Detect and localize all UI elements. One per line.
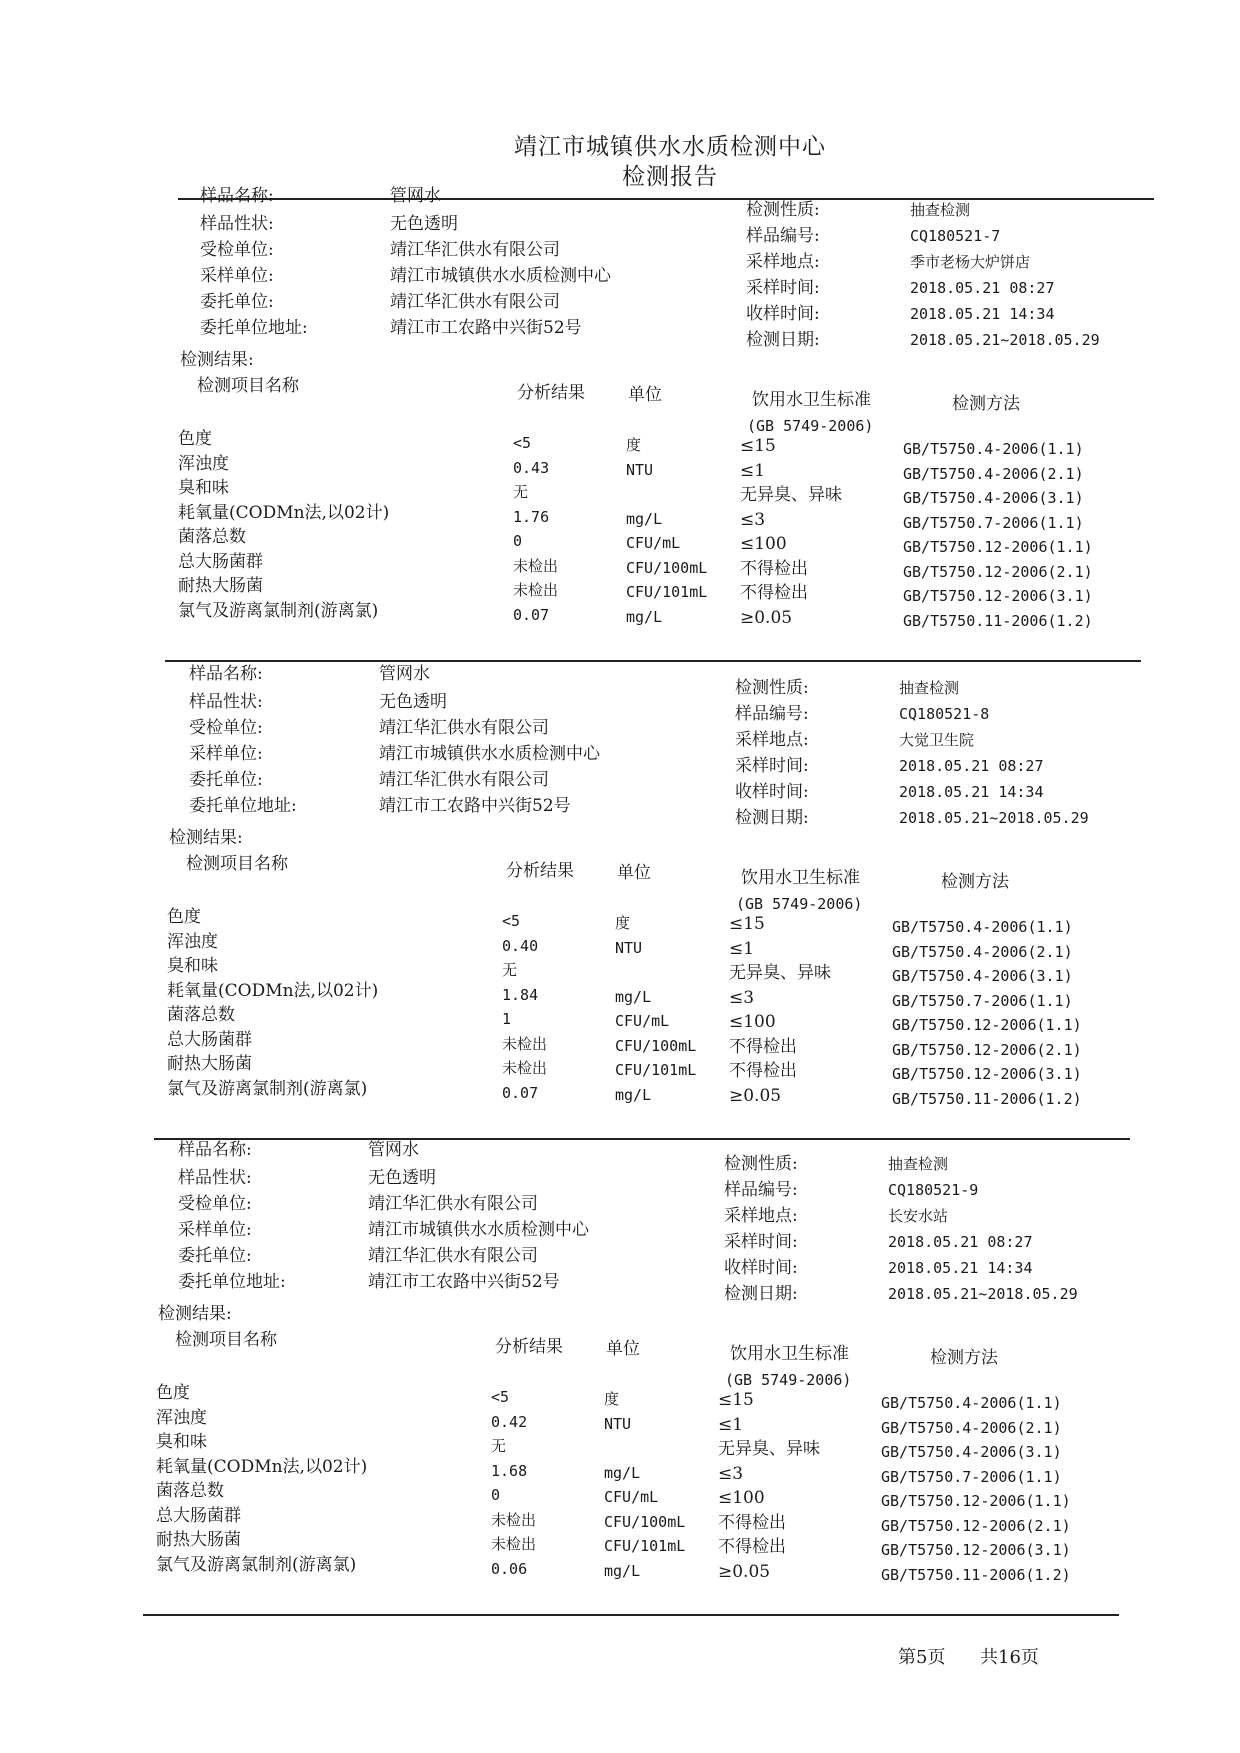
sample-2-item-codmn-method: GB/T5750.7-2006(1.1) [892,991,1073,1010]
sample-1-item-chlorine-method: GB/T5750.11-2006(1.2) [903,611,1093,630]
sample-1-col-standard-code: (GB 5749-2006) [747,417,874,435]
sample-1-item-chlorine-name: 氯气及游离氯制剂(游离氯) [178,600,379,621]
sample-2-item-turbidity-name: 浑浊度 [167,931,218,952]
sample-1-name-value: 管网水 [390,186,441,206]
sample-2-col-method-header: 检测方法 [941,872,1009,892]
sample-2-col-standard-header: 饮用水卫生标准 [741,868,860,888]
sample-1-item-coliform-unit: CFU/100mL [626,558,708,577]
sample-3-sample-name-label: 样品名称: [178,1140,252,1160]
sample-2-col-item-header: 检测项目名称 [186,854,288,874]
sample-3-receiving-time-label: 收样时间: [724,1258,798,1278]
sample-3-test-nature-value: 抽查检测 [888,1155,949,1173]
sample-3-item-coliform-standard: 不得检出 [718,1512,786,1533]
sample-3-col-unit-header: 单位 [606,1339,640,1359]
sample-1-state-value: 无色透明 [390,214,458,234]
sample-2-item-odor-name: 臭和味 [167,956,218,976]
sample-3-item-thermo-coliform-result: 未检出 [491,1535,537,1553]
sample-3-item-thermo-coliform-method: GB/T5750.12-2006(3.1) [881,1541,1071,1559]
sample-3-item-colony-standard: ≤100 [718,1488,765,1508]
sample-1-entrusting-address-value: 靖江市工农路中兴街52号 [390,318,582,338]
sample-2-item-colony-result: 1 [502,1010,512,1028]
sample-3-item-turbidity-method: GB/T5750.4-2006(2.1) [881,1418,1062,1437]
sample-2-item-turbidity-method: GB/T5750.4-2006(2.1) [892,942,1073,961]
sample-1-col-standard-header: 饮用水卫生标准 [752,390,871,410]
sample-3-results-label: 检测结果: [158,1304,232,1324]
sample-3-item-coliform-method: GB/T5750.12-2006(2.1) [881,1516,1071,1535]
sample-3-sampling-site-value: 长安水站 [888,1207,949,1225]
sample-1-item-colony-unit: CFU/mL [626,534,681,552]
sample-1-item-turbidity-standard: ≤1 [740,460,766,481]
sample-3-item-turbidity-standard: ≤1 [718,1414,744,1435]
sample-1-item-chroma-name: 色度 [178,429,212,449]
sample-2-inspected-unit-value: 靖江华汇供水有限公司 [379,718,549,738]
sample-1-item-colony-standard: ≤100 [740,534,787,554]
sample-2-item-codmn-standard: ≤3 [729,987,755,1008]
sample-2-receiving-time-value: 2018.05.21 14:34 [899,783,1044,801]
sample-2-results-label: 检测结果: [169,828,243,848]
sample-1-item-odor-name: 臭和味 [178,478,229,498]
sample-2-item-turbidity-standard: ≤1 [729,938,755,959]
sample-1-item-chroma-method: GB/T5750.4-2006(1.1) [903,440,1084,458]
sample-2-item-chroma-result: <5 [502,912,521,930]
sample-2-item-thermo-coliform-unit: CFU/101mL [615,1061,697,1079]
sample-3-item-chlorine-name: 氯气及游离氯制剂(游离氯) [156,1554,357,1575]
sample-1-item-chroma-standard: ≤15 [740,436,776,456]
sample-1-item-thermo-coliform-unit: CFU/101mL [626,583,708,601]
sample-3-sample-state-label: 样品性状: [178,1168,252,1188]
sample-3-end-rule [143,1614,1119,1616]
sample-3-state-value: 无色透明 [368,1168,436,1188]
sample-2-item-coliform-result: 未检出 [502,1034,548,1053]
sample-3-col-method-header: 检测方法 [930,1348,998,1368]
sample-1-item-coliform-method: GB/T5750.12-2006(2.1) [903,562,1093,581]
sample-2-col-standard-code: (GB 5749-2006) [736,895,863,913]
sample-3-item-colony-result: 0 [491,1486,501,1504]
sample-3-inspected-unit-label: 受检单位: [178,1194,252,1214]
sample-2-item-thermo-coliform-name: 耐热大肠菌 [167,1054,252,1074]
sample-1-test-date-label: 检测日期: [746,330,820,350]
sample-2-item-coliform-name: 总大肠菌群 [167,1029,252,1050]
header-rule [178,198,1154,200]
sample-2-test-nature-value: 抽查检测 [899,679,960,697]
sample-2-item-codmn-result: 1.84 [502,985,539,1004]
sample-2-sample-state-label: 样品性状: [189,692,263,712]
sample-2-item-thermo-coliform-method: GB/T5750.12-2006(3.1) [892,1065,1082,1083]
sample-1-test-nature-label: 检测性质: [746,200,820,220]
sample-3-item-codmn-method: GB/T5750.7-2006(1.1) [881,1467,1062,1486]
sample-1-inspected-unit-value: 靖江华汇供水有限公司 [390,240,560,260]
sample-1-item-codmn-standard: ≤3 [740,509,766,530]
report-title: 靖江市城镇供水水质检测中心 [514,134,826,160]
sample-3-item-odor-standard: 无异臭、异味 [718,1439,820,1459]
sample-1-results-label: 检测结果: [180,350,254,370]
sample-2-item-odor-method: GB/T5750.4-2006(3.1) [892,967,1073,985]
sample-1-item-odor-result: 无 [513,483,529,501]
sample-3-item-chlorine-method: GB/T5750.11-2006(1.2) [881,1565,1071,1584]
sample-1-col-unit-header: 单位 [628,385,662,405]
sample-3-item-codmn-name: 耗氧量(CODMn法,以02计) [156,1456,368,1477]
sample-1-item-codmn-name: 耗氧量(CODMn法,以02计) [178,502,390,523]
sample-2-sampling-unit-label: 采样单位: [189,744,263,764]
sample-3-sampling-site-label: 采样地点: [724,1206,798,1226]
sample-1-item-turbidity-unit: NTU [626,460,654,479]
sample-1-sampling-unit-label: 采样单位: [200,266,274,286]
sample-2-entrusting-unit-label: 委托单位: [189,770,263,790]
sample-3-entrusting-address-value: 靖江市工农路中兴街52号 [368,1272,560,1292]
sample-3-item-chroma-standard: ≤15 [718,1390,754,1410]
sample-1-sampling-site-label: 采样地点: [746,252,820,272]
sample-1-sampling-site-value: 季市老杨大炉饼店 [910,253,1031,271]
sample-1-item-colony-method: GB/T5750.12-2006(1.1) [903,538,1093,556]
sample-1-receiving-time-value: 2018.05.21 14:34 [910,305,1055,323]
sample-1-item-chlorine-result: 0.07 [513,605,550,624]
sample-3-col-standard-code: (GB 5749-2006) [725,1371,852,1389]
sample-2-item-chroma-name: 色度 [167,907,201,927]
sample-1-item-odor-method: GB/T5750.4-2006(3.1) [903,489,1084,507]
sample-3-item-colony-method: GB/T5750.12-2006(1.1) [881,1492,1071,1510]
sample-3-name-value: 管网水 [368,1140,419,1160]
sample-2-item-colony-unit: CFU/mL [615,1012,670,1030]
sample-2-item-codmn-name: 耗氧量(CODMn法,以02计) [167,980,379,1001]
sample-3-item-colony-unit: CFU/mL [604,1488,659,1506]
sample-2-item-chlorine-standard: ≥0.05 [729,1085,782,1106]
sample-1-item-codmn-unit: mg/L [626,509,663,528]
sample-1-sample-number-label: 样品编号: [746,226,820,246]
sample-1-sampling-time-label: 采样时间: [746,278,820,298]
sample-2-item-chroma-standard: ≤15 [729,914,765,934]
sample-2-state-value: 无色透明 [379,692,447,712]
sample-1-item-turbidity-name: 浑浊度 [178,453,229,474]
sample-3-item-odor-name: 臭和味 [156,1432,207,1452]
sample-3-item-chroma-unit: 度 [604,1390,620,1408]
sample-1-item-chlorine-unit: mg/L [626,607,663,626]
sample-1-inspected-unit-label: 受检单位: [200,240,274,260]
sample-2-test-nature-label: 检测性质: [735,678,809,698]
sample-2-item-odor-result: 无 [502,961,518,979]
sample-2-item-chlorine-method: GB/T5750.11-2006(1.2) [892,1089,1082,1108]
sample-3-item-chroma-name: 色度 [156,1383,190,1403]
sample-1-item-codmn-result: 1.76 [513,507,550,526]
sample-3-item-thermo-coliform-name: 耐热大肠菌 [156,1530,241,1550]
sample-1-item-thermo-coliform-result: 未检出 [513,581,559,599]
sample-1-sample-number-value: CQ180521-7 [910,227,1001,245]
sample-3-item-thermo-coliform-standard: 不得检出 [718,1537,786,1557]
sample-2-item-codmn-unit: mg/L [615,987,652,1006]
sample-3-item-thermo-coliform-unit: CFU/101mL [604,1537,686,1555]
sample-3-sampling-unit-label: 采样单位: [178,1220,252,1240]
sample-1-test-nature-value: 抽查检测 [910,201,971,219]
sample-3-entrusting-address-label: 委托单位地址: [178,1272,286,1292]
sample-2-sampling-time-label: 采样时间: [735,756,809,776]
sample-1-item-chlorine-standard: ≥0.05 [740,607,793,628]
report-subtitle: 检测报告 [622,164,718,190]
sample-2-item-colony-name: 菌落总数 [167,1005,235,1025]
sample-3-item-codmn-result: 1.68 [491,1461,528,1480]
sample-2-item-chlorine-unit: mg/L [615,1085,652,1104]
sample-1-item-turbidity-result: 0.43 [513,458,550,477]
sample-1-item-colony-result: 0 [513,532,523,550]
sample-2-item-chroma-method: GB/T5750.4-2006(1.1) [892,918,1073,936]
sample-2-item-odor-standard: 无异臭、异味 [729,963,831,983]
sample-2-sampling-site-value: 大觉卫生院 [899,731,975,749]
sample-3-item-odor-result: 无 [491,1437,507,1455]
sample-1-sample-state-label: 样品性状: [200,214,274,234]
sample-3-item-chlorine-standard: ≥0.05 [718,1561,771,1582]
sample-3-inspected-unit-value: 靖江华汇供水有限公司 [368,1194,538,1214]
sample-1-item-odor-standard: 无异臭、异味 [740,485,842,505]
sample-1-item-colony-name: 菌落总数 [178,527,246,547]
sample-3-item-turbidity-result: 0.42 [491,1412,528,1431]
sample-2-sample-number-value: CQ180521-8 [899,705,990,723]
sample-3-entrusting-unit-value: 靖江华汇供水有限公司 [368,1246,538,1266]
sample-3-sample-number-value: CQ180521-9 [888,1181,979,1199]
sample-1-item-turbidity-method: GB/T5750.4-2006(2.1) [903,464,1084,483]
sample-2-item-turbidity-result: 0.40 [502,936,539,955]
sample-1-item-coliform-result: 未检出 [513,556,559,575]
sample-3-sampling-time-value: 2018.05.21 08:27 [888,1233,1033,1251]
sample-2-item-thermo-coliform-result: 未检出 [502,1059,548,1077]
sample-2-col-result-header: 分析结果 [506,861,574,881]
sample-3-item-coliform-unit: CFU/100mL [604,1512,686,1531]
sample-1-entrusting-unit-label: 委托单位: [200,292,274,312]
sample-2-sampling-site-label: 采样地点: [735,730,809,750]
sample-3-test-date-label: 检测日期: [724,1284,798,1304]
sample-3-item-codmn-standard: ≤3 [718,1463,744,1484]
sample-3-receiving-time-value: 2018.05.21 14:34 [888,1259,1033,1277]
sample-1-item-thermo-coliform-standard: 不得检出 [740,583,808,603]
sample-3-item-codmn-unit: mg/L [604,1463,641,1482]
sample-1-item-thermo-coliform-name: 耐热大肠菌 [178,576,263,596]
sample-2-entrusting-unit-value: 靖江华汇供水有限公司 [379,770,549,790]
sample-3-item-turbidity-name: 浑浊度 [156,1407,207,1428]
sample-3-col-item-header: 检测项目名称 [175,1330,277,1350]
sample-3-item-chroma-method: GB/T5750.4-2006(1.1) [881,1394,1062,1412]
sample-2-end-rule [154,1138,1130,1140]
sample-2-item-thermo-coliform-standard: 不得检出 [729,1061,797,1081]
sample-1-item-chroma-unit: 度 [626,436,642,454]
page-total: 共16页 [980,1647,1039,1668]
sample-3-col-result-header: 分析结果 [495,1337,563,1357]
page-number: 第5页 [898,1647,946,1668]
sample-1-item-coliform-name: 总大肠菌群 [178,551,263,572]
sample-3-item-coliform-result: 未检出 [491,1510,537,1529]
sample-2-sampling-unit-value: 靖江市城镇供水水质检测中心 [379,744,600,764]
sample-2-inspected-unit-label: 受检单位: [189,718,263,738]
sample-1-col-result-header: 分析结果 [517,383,585,403]
sample-2-entrusting-address-value: 靖江市工农路中兴街52号 [379,796,571,816]
sample-3-item-turbidity-unit: NTU [604,1414,632,1433]
sample-2-test-date-value: 2018.05.21~2018.05.29 [899,809,1089,827]
sample-2-item-colony-standard: ≤100 [729,1012,776,1032]
sample-2-name-value: 管网水 [379,664,430,684]
sample-1-item-chroma-result: <5 [513,434,532,452]
sample-1-sampling-time-value: 2018.05.21 08:27 [910,279,1055,297]
sample-2-item-chlorine-result: 0.07 [502,1083,539,1102]
sample-1-item-coliform-standard: 不得检出 [740,558,808,579]
sample-2-item-chroma-unit: 度 [615,914,631,932]
sample-2-entrusting-address-label: 委托单位地址: [189,796,297,816]
sample-3-item-colony-name: 菌落总数 [156,1481,224,1501]
sample-3-test-date-value: 2018.05.21~2018.05.29 [888,1285,1078,1303]
sample-2-col-unit-header: 单位 [617,863,651,883]
sample-2-item-coliform-unit: CFU/100mL [615,1036,697,1055]
sample-2-item-turbidity-unit: NTU [615,938,643,957]
sample-1-sample-name-label: 样品名称: [200,186,274,206]
sample-2-item-chlorine-name: 氯气及游离氯制剂(游离氯) [167,1078,368,1099]
sample-3-test-nature-label: 检测性质: [724,1154,798,1174]
sample-1-sampling-unit-value: 靖江市城镇供水水质检测中心 [390,266,611,286]
sample-3-entrusting-unit-label: 委托单位: [178,1246,252,1266]
sample-1-item-thermo-coliform-method: GB/T5750.12-2006(3.1) [903,587,1093,605]
sample-1-col-method-header: 检测方法 [952,394,1020,414]
sample-3-item-chlorine-unit: mg/L [604,1561,641,1580]
sample-2-test-date-label: 检测日期: [735,808,809,828]
sample-2-sample-name-label: 样品名称: [189,664,263,684]
sample-2-item-colony-method: GB/T5750.12-2006(1.1) [892,1016,1082,1034]
sample-1-entrusting-address-label: 委托单位地址: [200,318,308,338]
sample-2-sample-number-label: 样品编号: [735,704,809,724]
sample-1-receiving-time-label: 收样时间: [746,304,820,324]
sample-3-sample-number-label: 样品编号: [724,1180,798,1200]
sample-3-item-chlorine-result: 0.06 [491,1559,528,1578]
sample-3-item-coliform-name: 总大肠菌群 [156,1505,241,1526]
sample-3-col-standard-header: 饮用水卫生标准 [730,1344,849,1364]
sample-2-item-coliform-standard: 不得检出 [729,1036,797,1057]
sample-2-receiving-time-label: 收样时间: [735,782,809,802]
sample-3-sampling-unit-value: 靖江市城镇供水水质检测中心 [368,1220,589,1240]
sample-3-sampling-time-label: 采样时间: [724,1232,798,1252]
sample-3-item-chroma-result: <5 [491,1388,510,1406]
sample-3-item-odor-method: GB/T5750.4-2006(3.1) [881,1443,1062,1461]
sample-1-end-rule [165,660,1141,662]
sample-1-item-codmn-method: GB/T5750.7-2006(1.1) [903,513,1084,532]
sample-2-sampling-time-value: 2018.05.21 08:27 [899,757,1044,775]
sample-2-item-coliform-method: GB/T5750.12-2006(2.1) [892,1040,1082,1059]
sample-1-test-date-value: 2018.05.21~2018.05.29 [910,331,1100,349]
sample-1-entrusting-unit-value: 靖江华汇供水有限公司 [390,292,560,312]
sample-1-col-item-header: 检测项目名称 [197,376,299,396]
